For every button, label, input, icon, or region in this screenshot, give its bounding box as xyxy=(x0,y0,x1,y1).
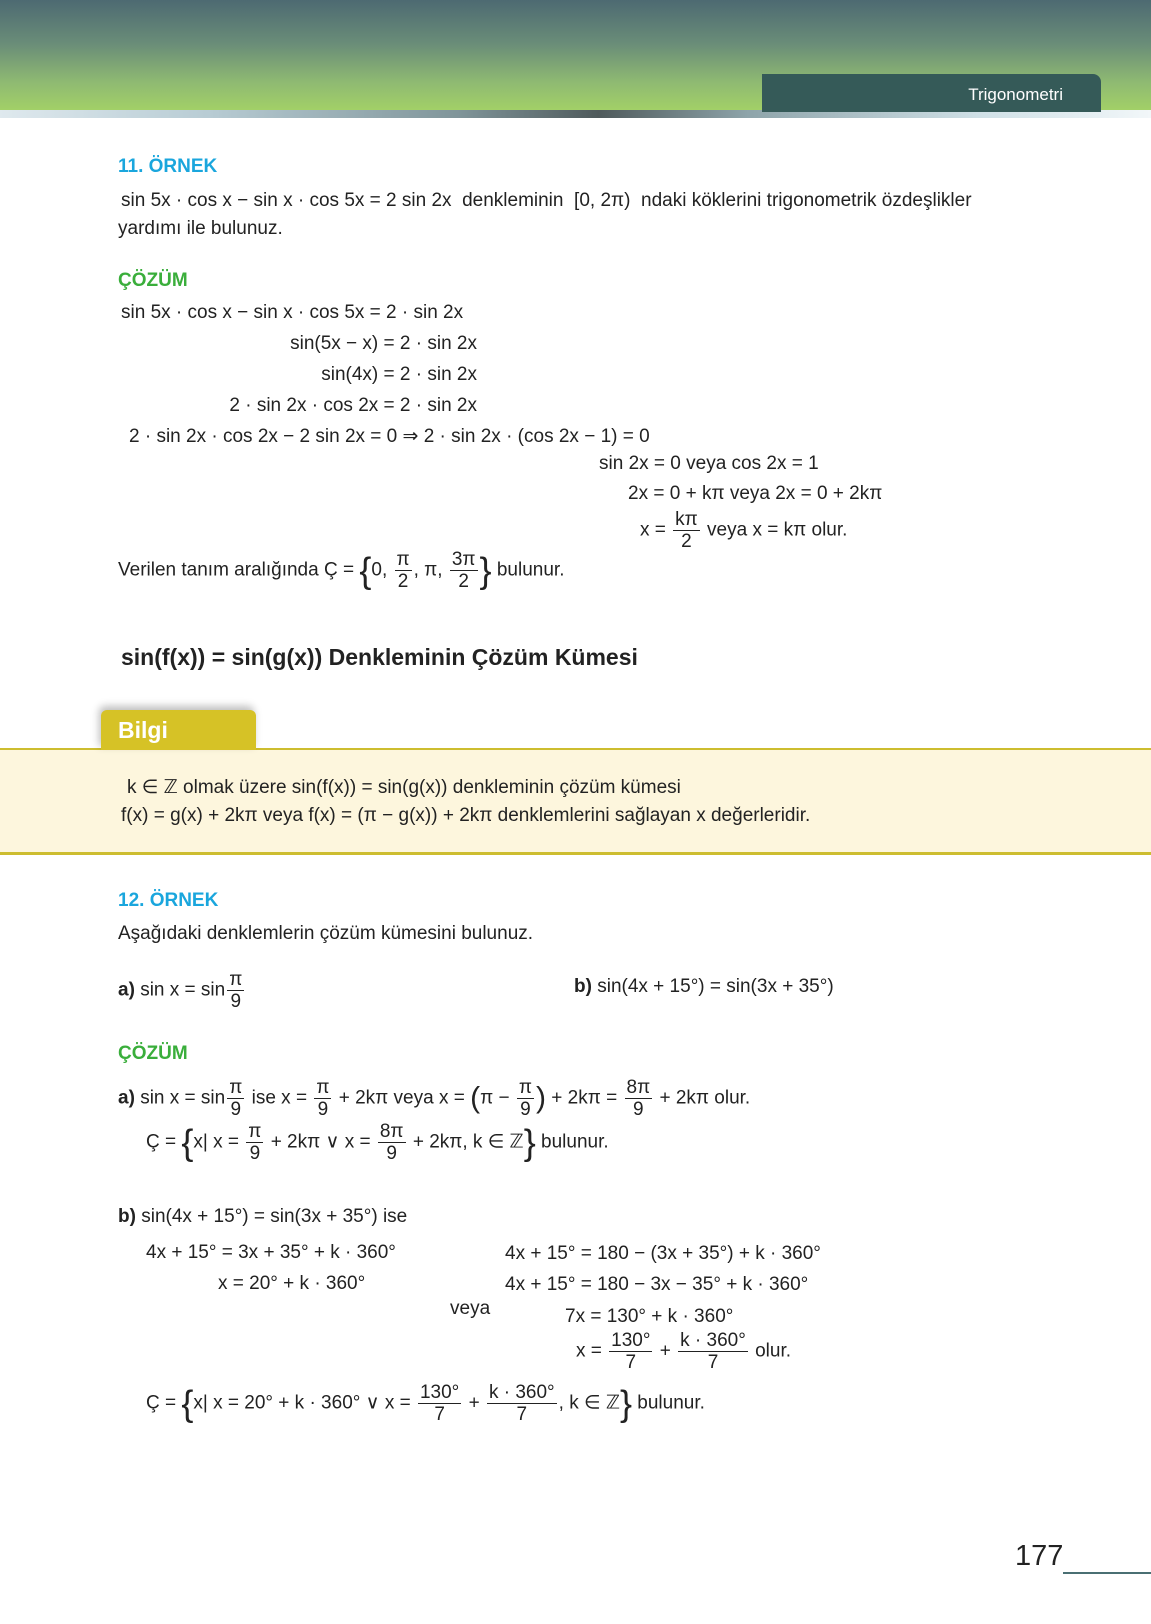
math-text: bulunur. xyxy=(637,1392,705,1414)
solution-step: sin 5x · cos x − sin x · cos 5x = 2 · sin 2x xyxy=(121,302,464,323)
solution-step: 2x = 0 + kπ veya 2x = 0 + 2kπ xyxy=(628,483,883,504)
math-text: sin x = sin xyxy=(140,979,226,1001)
fraction: $\frac{k \cdot 360^\circ}{7}$ xyxy=(488,1382,555,1425)
fraction: $\frac{\pi}{2}$ xyxy=(396,549,410,592)
part-label: a) xyxy=(118,1087,135,1109)
math-text: olur. xyxy=(755,1340,792,1362)
brace-open: { xyxy=(359,549,372,591)
info-tab xyxy=(101,710,256,750)
math-text: + 2kπ ∨ x = xyxy=(270,1131,371,1153)
part-label: b) xyxy=(574,976,592,997)
set-item: 0, xyxy=(371,559,388,581)
math-text: sin x = sin xyxy=(140,1087,226,1109)
example-12-solution-title: ÇÖZÜM xyxy=(118,1043,188,1064)
solution-step: 2 · sin 2x · cos 2x = 2 · sin 2x xyxy=(229,395,477,416)
math-text: π − xyxy=(480,1087,510,1109)
chapter-tab xyxy=(762,74,1101,112)
info-tab-label: Bilgi xyxy=(118,717,168,743)
fraction: $\frac{8\pi}{9}$ xyxy=(626,1077,651,1120)
math-text: bulunur. xyxy=(541,1131,609,1153)
math-text: ise x = xyxy=(251,1087,308,1109)
math-text: x| x = 20° + k · 360° ∨ x = xyxy=(193,1392,411,1414)
solution-a-set xyxy=(146,1122,609,1163)
example-11-result xyxy=(118,550,564,591)
solution-b-header xyxy=(118,1206,407,1228)
fraction: $\frac{\pi}{9}$ xyxy=(518,1077,532,1120)
solution-step: sin(5x − x) = 2 · sin 2x xyxy=(290,333,477,354)
math-text: x = xyxy=(576,1340,602,1362)
solution-step: sin 2x = 0 veya cos 2x = 1 xyxy=(599,453,819,474)
fraction: $\frac{130^\circ}{7}$ xyxy=(611,1330,651,1373)
set-item: , π, xyxy=(413,559,443,581)
example-11-solution-title: ÇÖZÜM xyxy=(118,270,188,291)
math-text: + 2kπ olur. xyxy=(659,1087,751,1109)
example-12-title: 12. ÖRNEK xyxy=(118,890,219,911)
fraction: $\frac{\pi}{9}$ xyxy=(248,1121,262,1164)
fraction: $\frac{130^\circ}{7}$ xyxy=(419,1382,460,1425)
fraction: $\frac{\pi}{9}$ xyxy=(229,969,243,1012)
result-text: Verilen tanım aralığında Ç = xyxy=(118,559,355,581)
math-text: + 2kπ, k ∈ ℤ xyxy=(412,1131,524,1153)
example-12-part-b xyxy=(574,976,834,998)
solution-step-final xyxy=(640,510,847,551)
example-11-equation: sin 5x · cos x − sin x · cos 5x = 2 sin 2x xyxy=(121,190,452,211)
solution-step: sin(4x) = 2 · sin 2x xyxy=(321,364,477,385)
page-number-rule xyxy=(1063,1572,1151,1574)
fraction: $\frac{k \cdot 360^\circ}{7}$ xyxy=(680,1330,746,1373)
info-line-1: k ∈ ℤ olmak üzere sin(f(x)) = sin(g(x)) denkleminin çözüm kümesi xyxy=(127,777,681,798)
math-text: x = xyxy=(640,519,666,541)
solution-b-connector: veya xyxy=(450,1298,491,1319)
interval: [0, 2π) xyxy=(574,190,631,211)
paren-open: ( xyxy=(470,1081,481,1115)
question-text: denkleminin xyxy=(462,190,564,211)
example-12-part-a xyxy=(118,970,246,1011)
example-11-question-line2: yardımı ile bulunuz. xyxy=(118,218,283,239)
result-text: bulunur. xyxy=(496,559,565,581)
brace-open: { xyxy=(181,1121,194,1163)
math-text: + xyxy=(659,1340,671,1362)
solution-b-left-step: 4x + 15° = 3x + 35° + k · 360° xyxy=(146,1242,396,1263)
brace-close: } xyxy=(479,549,492,591)
math-text: x| x = xyxy=(193,1131,240,1153)
part-label: a) xyxy=(118,979,135,1001)
math-text: sin(4x + 15°) = sin(3x + 35°) xyxy=(597,976,834,997)
brace-close: } xyxy=(523,1121,536,1163)
fraction: $\frac{\pi}{9}$ xyxy=(316,1077,330,1120)
example-12-question: Aşağıdaki denklemlerin çözüm kümesini bulunuz. xyxy=(118,923,534,944)
fraction: $\frac{\pi}{9}$ xyxy=(229,1077,243,1120)
example-11-title: 11. ÖRNEK xyxy=(118,156,218,177)
math-text: sin(4x + 15°) = sin(3x + 35°) ise xyxy=(141,1206,408,1227)
solution-a-line xyxy=(118,1078,750,1119)
solution-b-right-step: 4x + 15° = 180 − (3x + 35°) + k · 360° xyxy=(505,1243,821,1264)
solution-b-right-step: 7x = 130° + k · 360° xyxy=(565,1306,734,1327)
chapter-title: Trigonometri xyxy=(968,85,1063,104)
question-text: ndaki köklerini trigonometrik özdeşlikler xyxy=(641,190,972,211)
solution-b-left-step: x = 20° + k · 360° xyxy=(218,1273,366,1294)
brace-close: } xyxy=(619,1382,633,1424)
solution-b-final xyxy=(576,1331,791,1372)
math-text: Ç = xyxy=(146,1392,177,1414)
fraction: $\frac{3\pi}{2}$ xyxy=(451,549,476,592)
section-heading: sin(f(x)) = sin(g(x)) Denkleminin Çözüm Kümesi xyxy=(121,644,638,670)
brace-open: { xyxy=(181,1382,194,1424)
math-text: + xyxy=(468,1392,480,1414)
math-text: Ç = xyxy=(146,1131,177,1153)
solution-step: 2 · sin 2x · cos 2x − 2 sin 2x = 0 ⇒ 2 · sin 2x · (cos 2x − 1) = 0 xyxy=(129,426,650,447)
info-line-2: f(x) = g(x) + 2kπ veya f(x) = (π − g(x)) + 2kπ denklemlerini sağlayan x değerleridir. xyxy=(121,805,811,826)
math-text: veya x = kπ olur. xyxy=(707,519,848,541)
info-box xyxy=(0,748,1151,855)
math-text: + 2kπ veya x = xyxy=(338,1087,465,1109)
part-label: b) xyxy=(118,1206,136,1227)
math-text: + 2kπ = xyxy=(551,1087,618,1109)
fraction: $\frac{8\pi}{9}$ xyxy=(379,1121,404,1164)
solution-b-set xyxy=(146,1383,705,1424)
page-number: 177 xyxy=(1015,1540,1064,1572)
math-text: , k ∈ ℤ xyxy=(558,1392,620,1414)
fraction: $\frac{k\pi}{2}$ xyxy=(675,509,698,552)
example-11-question-line1 xyxy=(121,190,972,212)
solution-b-right-step: 4x + 15° = 180 − 3x − 35° + k · 360° xyxy=(505,1274,809,1295)
paren-close: ) xyxy=(536,1081,546,1115)
